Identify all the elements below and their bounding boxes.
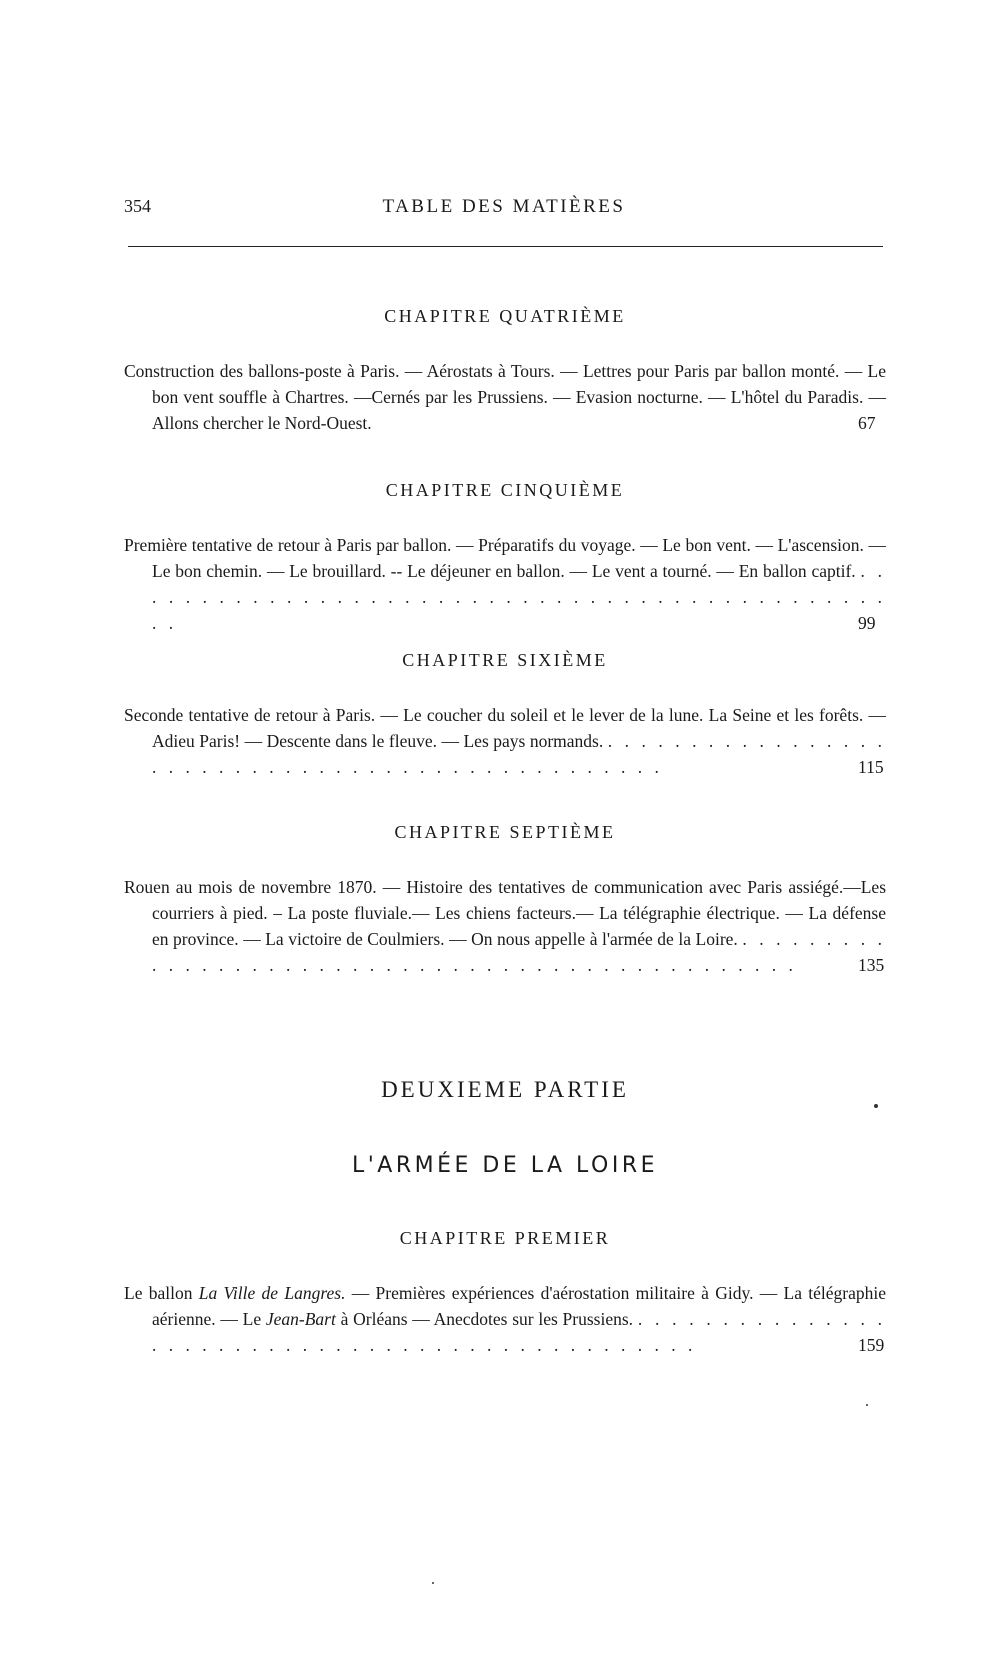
chapter-title: CHAPITRE SEPTIÈME	[394, 822, 616, 842]
toc-entry	[124, 1280, 886, 1358]
page-ref: 99	[880, 610, 886, 636]
entry-text: Rouen au mois de novembre 1870. — Histoire des tentatives de communication avec Paris assiégé.—Les courriers à pied. – La poste fluviale.— Les chiens facteurs.— La télégraphie électrique. — La défense en province. — La victoire de Coulmiers. — On nous appelle à l'armée de la Loire.	[124, 877, 886, 949]
page-ref: 135	[880, 952, 886, 978]
toc-chapter-4	[124, 306, 886, 436]
dot-leader: . . . . . . . . . . . . . . . . . . . . . . . . . . . . . . . . . . . . . . . . . . . . . . . .	[152, 731, 886, 777]
scan-speck	[866, 1404, 868, 1406]
header-rule	[128, 246, 883, 247]
chapter-title: CHAPITRE QUATRIÈME	[384, 306, 626, 326]
entry-text: — Premières expériences d'aérostation militaire à Gidy. — La télégraphie aérienne. — Le	[152, 1283, 886, 1329]
page-number: 354	[124, 196, 151, 216]
dot-leader: . . . . . . . . . . . . . . . . . . . . . . . . . . . . . . . . . . . . . . . . . . . . . . . .	[152, 929, 886, 975]
entry-text: Construction des ballons-poste à Paris. — Aérostats à Tours. — Lettres pour Paris par ballon monté. — Le bon vent souffle à Chartres. —Cernés par les Prussiens. — Evasion nocturne. — L'hôtel du Paradis. — Allons chercher le Nord-Ouest.	[124, 361, 886, 433]
dot-leader: . . . . . . . . . . . . . . . . . . . . . . . . . . . . . . . . . . . . . . . . . . . . . . . .	[152, 561, 886, 633]
part-title: DEUXIEME PARTIE	[381, 1077, 629, 1102]
toc-entry	[124, 358, 886, 436]
scan-speck	[874, 1104, 878, 1108]
chapter-title: CHAPITRE SIXIÈME	[402, 650, 608, 670]
page-ref: 115	[880, 754, 886, 780]
entry-text: Seconde tentative de retour à Paris. — Le coucher du soleil et le lever de la lune. La Seine et les forêts. — Adieu Paris! — Descente dans le fleuve. — Les pays normands.	[124, 705, 886, 751]
toc-entry	[124, 702, 886, 780]
toc-chapter-7	[124, 822, 886, 978]
running-title: TABLE DES MATIÈRES	[382, 196, 626, 217]
entry-text: à Orléans — Anecdotes sur les Prussiens.	[335, 1309, 634, 1329]
entry-text: Le ballon	[124, 1283, 199, 1303]
dot-leader: . . . . . . . . . . . . . . . . . . . . . . . . . . . . . . . . . . . . . . . . . . . . . . . .	[152, 1309, 886, 1355]
chapter-title: CHAPITRE PREMIER	[399, 1228, 611, 1248]
ship-name-italic: Jean-Bart	[265, 1309, 336, 1329]
toc-chapter-5	[124, 480, 886, 636]
toc-chapter-6	[124, 650, 886, 780]
toc-entry	[124, 532, 886, 636]
page-header	[124, 196, 884, 226]
scan-speck	[432, 1582, 434, 1584]
part-subtitle: L'ARMÉE DE LA LOIRE	[351, 1153, 659, 1178]
toc-part2-chapter-1	[124, 1228, 886, 1358]
ship-name-italic: La Ville de Langres.	[198, 1283, 346, 1303]
chapter-title: CHAPITRE CINQUIÈME	[385, 480, 625, 500]
toc-entry	[124, 874, 886, 978]
entry-text: Première tentative de retour à Paris par ballon. — Préparatifs du voyage. — Le bon vent. — L'ascension. — Le bon chemin. — Le brouillard. -- Le déjeuner en ballon. — Le vent a tourné. — En ballon captif.	[124, 535, 886, 581]
page-ref: 159	[880, 1332, 886, 1358]
page-ref: 67	[880, 410, 886, 436]
